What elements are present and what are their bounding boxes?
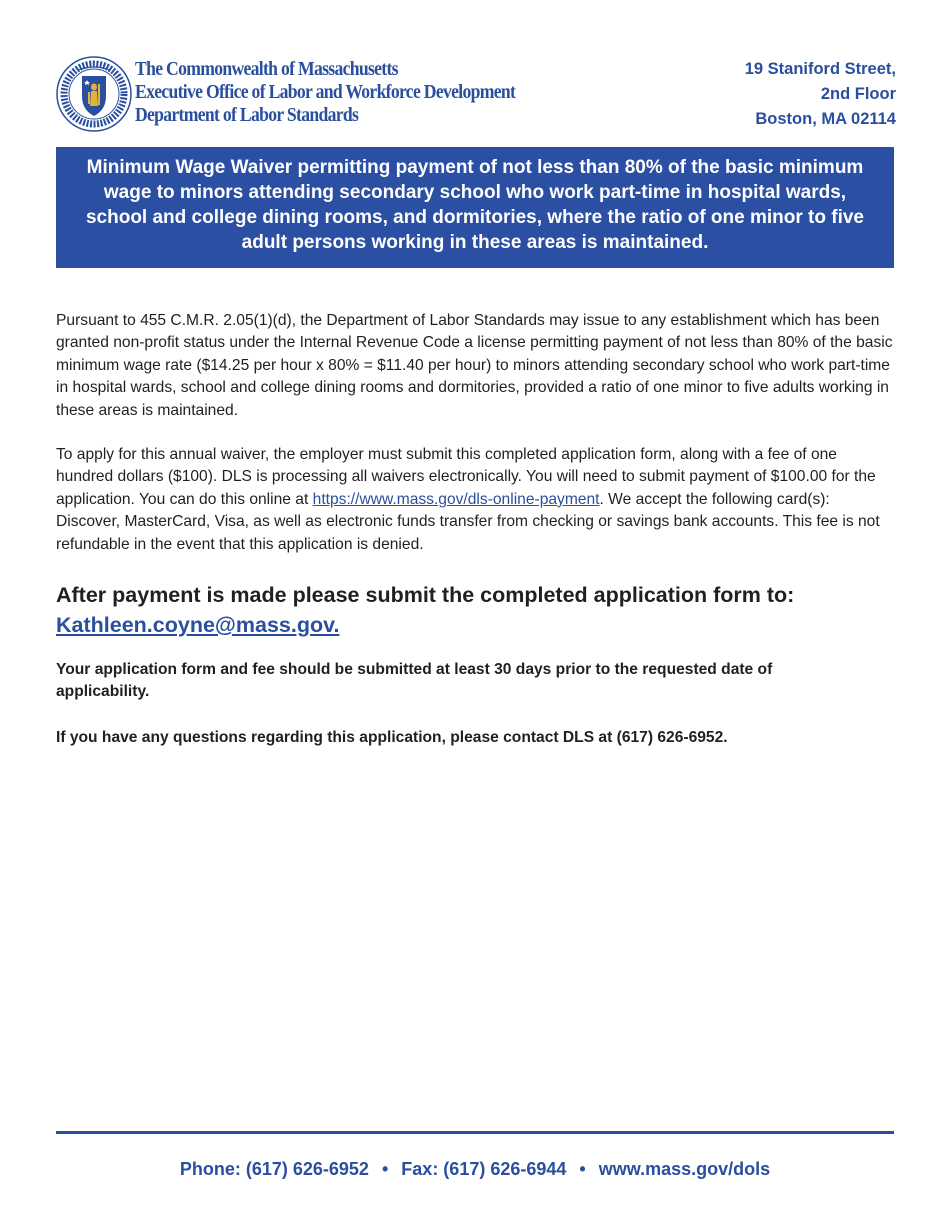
intro-paragraph: Pursuant to 455 C.M.R. 2.05(1)(d), the Department of Labor Standards may issue to any establishment which has been granted non-profit status under the Internal Revenue Code a license permitting payment of not less than 80% of the basic minimum wage rate ($14.25 per hour x 80% = $11.40 per hour) to minors attending secondary school who work part-time in hospital wards, school and college dining rooms and dormitories, provided a ratio of one minor to five adults working in these areas is maintained. <box>56 312 893 419</box>
office-address <box>745 57 896 132</box>
application-paragraph <box>56 444 896 556</box>
deadline-note: Your application form and fee should be submitted at least 30 days prior to the requested date of applicability. <box>56 661 773 700</box>
footer-phone: Phone: (617) 626-6952 <box>179 1159 369 1179</box>
submit-email-link[interactable]: Kathleen.coyne@mass.gov. <box>56 613 340 637</box>
payment-link[interactable]: https://www.mass.gov/dls-online-payment <box>312 490 600 508</box>
footer-divider <box>56 1131 894 1134</box>
waiver-title: Minimum Wage Waiver permitting payment of not less than 80% of the basic minimum wage to minors attending secondary school who work part-time in hospital wards, school and college dining rooms, and dormitories, where the ratio of one minor to five adult persons working in these areas is maintained. <box>85 157 865 253</box>
agency-line-commonwealth: The Commonwealth of Massachusetts <box>135 58 398 80</box>
application-text-end: . We accept the following card(s): Discover, MasterCard, Visa, as well as electronic funds transfer from checking or savings bank accounts. This fee is not refundable in the event that this application is denied. <box>56 490 880 553</box>
footer-separator-2: • <box>579 1159 586 1179</box>
address-street: 19 Staniford Street, <box>744 60 896 78</box>
footer-website[interactable]: www.mass.gov/dols <box>598 1159 771 1179</box>
submit-heading: After payment is made please submit the completed application form to: <box>56 583 795 607</box>
application-text-start: To apply for this annual waiver, the employer must submit this completed application form, along with a fee of one hundred dollars ($100). DLS is processing all waivers electronically. You will need to submit payment of $100.00 for the application. You can do this online at <box>56 446 876 508</box>
letterhead <box>56 56 896 136</box>
footer-contact <box>0 1154 950 1184</box>
footer-fax: Fax: (617) 626-6944 <box>401 1159 567 1179</box>
agency-line-department: Department of Labor Standards <box>135 104 359 126</box>
questions-note: If you have any questions regarding this application, please contact DLS at (617) 626-6952. <box>56 729 728 746</box>
address-city: Boston, MA 02114 <box>755 110 896 128</box>
submit-instructions <box>56 580 794 640</box>
agency-name <box>135 58 577 127</box>
footer-separator-1: • <box>381 1159 389 1179</box>
agency-line-executive-office: Executive Office of Labor and Workforce Development <box>135 81 516 103</box>
massachusetts-seal-icon <box>56 56 132 132</box>
waiver-title-banner <box>56 147 894 268</box>
address-floor: 2nd Floor <box>820 85 896 103</box>
